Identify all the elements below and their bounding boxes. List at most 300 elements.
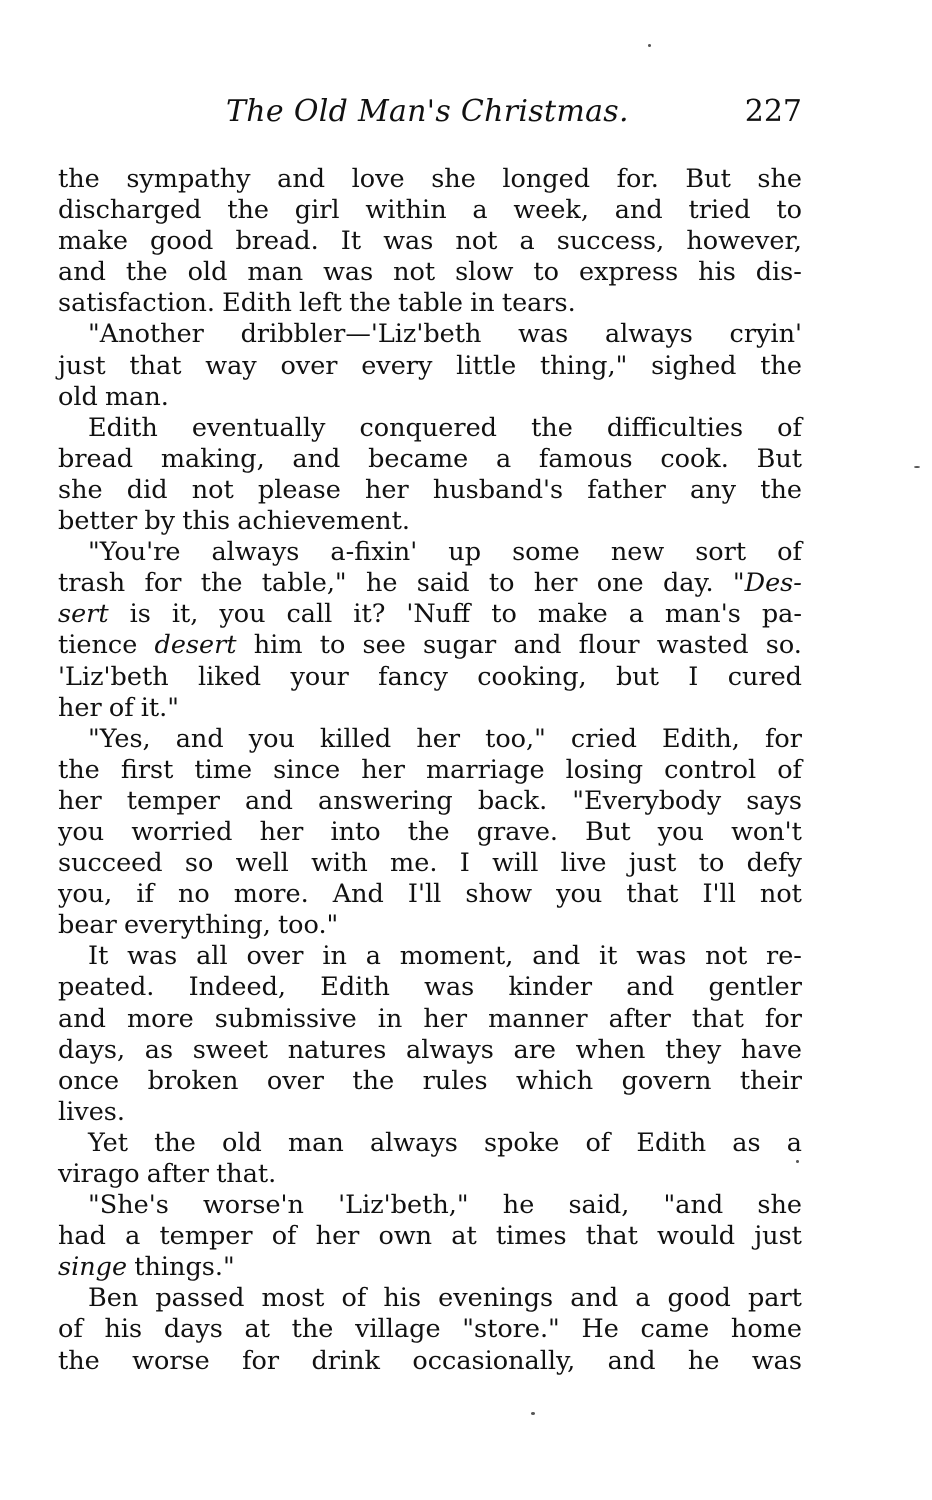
word: said [416,568,470,599]
word: good [150,226,214,257]
word: longed [502,164,591,194]
word: it [598,941,618,972]
word: since [273,754,341,785]
word: singe [58,1252,128,1283]
word: wasted [656,630,749,661]
word: 'Liz'beth," [338,1190,469,1221]
word: his [383,1283,422,1314]
word: But [685,164,731,194]
word: of [585,1127,611,1158]
word: trash [58,568,126,599]
word: famous [538,443,633,474]
word: sighed [651,350,737,381]
word: flour [578,630,640,661]
word: not [455,226,498,257]
word: him [253,630,303,661]
word: of [58,1314,83,1345]
word: a [786,1127,802,1158]
word: discharged [58,195,202,226]
word: make [58,226,128,257]
word: everything, [123,910,271,941]
text-line [58,755,802,786]
word: tience [58,630,138,661]
word: for. [616,164,659,194]
word: the [227,195,269,226]
scan-speck [531,1412,535,1415]
word: home [730,1314,802,1345]
word: she [757,164,802,194]
word: spoke [483,1127,560,1158]
word: he [687,1345,720,1376]
word: bread. [235,226,319,257]
word: and [532,941,581,972]
word: lives. [58,1096,125,1127]
word: so [184,848,214,879]
word: in [470,288,495,319]
word: Edith, [662,723,740,754]
word: sweet [192,1034,269,1065]
word: virago [58,1159,140,1189]
word: husband's [432,474,564,505]
word: however, [686,226,802,257]
word: was [383,226,434,257]
word: I'll [702,879,736,910]
word: succeed [58,848,163,879]
text-line [58,1128,802,1159]
word: of [777,754,802,785]
text-line [58,1004,802,1035]
word: a [495,443,512,474]
word: sort [695,537,747,568]
word: the [125,257,168,288]
word: the [760,474,802,505]
word: as [144,1034,174,1065]
text-line [58,1035,802,1066]
word: that [129,350,182,381]
word: cook. [660,443,729,474]
word: "Another [88,319,204,350]
word: pa- [761,599,802,630]
text-line [58,724,802,755]
word: Edith [636,1127,707,1158]
word: difficulties [606,412,744,443]
word: I [688,661,699,692]
word: rules [422,1065,488,1096]
text-line [58,941,802,972]
word: to [698,848,725,879]
word: over [266,1065,324,1096]
word: became [368,443,469,474]
word: which [516,1065,594,1096]
word: the [58,1345,100,1376]
text-line [58,662,802,693]
word: her [364,474,409,505]
word: losing [565,754,644,785]
word: after [146,1159,209,1189]
word: it, [171,599,199,630]
word: sugar [423,630,497,661]
word: fancy [378,661,448,692]
word: but [615,661,659,692]
word: by [144,506,176,537]
word: "You're [88,537,181,568]
word: that [585,1221,638,1252]
word: her [361,754,405,785]
word: are [513,1034,557,1065]
word: answering [318,785,453,816]
word: would [657,1221,736,1252]
word: over [246,941,304,972]
text-line [58,413,802,444]
word: so. [765,630,802,661]
word: village [355,1314,441,1345]
word: better [58,506,138,537]
word: was [424,972,475,1003]
word: old [187,257,228,288]
word: And [332,879,384,910]
word: you [657,816,704,847]
word: please [257,474,341,505]
word: I [459,848,470,879]
word: show [465,879,533,910]
word: left [299,288,342,319]
scan-speck [648,44,651,47]
text-line [58,568,802,599]
word: man. [104,381,169,412]
word: more. [233,879,309,910]
word: Edith [88,412,158,443]
word: her [423,1003,468,1034]
word: thing," [539,350,628,381]
word: defy [746,848,802,879]
word: and [607,1345,656,1376]
word: most [261,1283,325,1314]
word: own [378,1221,433,1252]
text-line [58,164,802,195]
text-line [58,817,802,848]
scan-speck [796,1160,799,1163]
word: her [533,568,578,599]
word: and [277,164,326,194]
word: to [533,257,560,288]
word: for [144,568,182,599]
word: and [626,972,675,1003]
word: new [610,537,665,568]
word: her [259,816,304,847]
word: the [58,754,100,785]
word: over [280,350,338,381]
word: cryin' [729,319,802,350]
word: your [290,661,349,692]
word: 'Liz'beth [58,661,169,692]
word: that [691,1003,744,1034]
word: this [182,506,231,537]
word: cried [570,723,637,754]
word: cured [727,661,802,692]
word: as [732,1127,761,1158]
word: passed [155,1283,245,1314]
word: first [120,754,174,785]
word: the [349,288,391,319]
word: won't [731,816,802,847]
text-line [58,226,802,257]
word: dribbler—'Liz'beth [240,319,482,350]
word: they [665,1034,722,1065]
word: moment, [399,941,514,972]
word: had [58,1221,106,1252]
text-line [58,257,802,288]
word: week, [513,195,589,226]
word: and [570,1283,619,1314]
word: 'Nuff [406,599,471,630]
word: was [636,941,687,972]
word: she [431,164,476,194]
word: Edith [222,288,292,319]
word: dis- [755,257,802,288]
word: bread [58,443,134,474]
word: not [191,474,234,505]
word: will [492,848,539,879]
word: a [519,226,535,257]
word: way [205,350,257,381]
word: control [664,754,757,785]
word: too," [485,723,546,754]
word: good [667,1283,731,1314]
word: his [104,1314,143,1345]
word: "store." [462,1314,560,1345]
word: man [247,257,304,288]
text-line [58,879,802,910]
word: tears. [501,288,576,319]
word: man [288,1127,344,1158]
word: the [291,1314,334,1345]
word: of [271,1221,297,1252]
word: within [365,195,447,226]
word: of [341,1283,367,1314]
word: making, [160,443,265,474]
text-line [58,1066,802,1097]
text-line [58,910,802,941]
word: not [393,257,436,288]
word: the [58,164,100,194]
word: the [154,1127,196,1158]
word: her [58,692,102,723]
word: for [242,1345,280,1376]
word: the [352,1065,395,1096]
word: you [219,599,266,630]
word: But [756,443,802,474]
word: tried [688,195,751,226]
word: some [512,537,580,568]
page-number: 227 [744,94,802,129]
word: little [456,350,517,381]
word: gentler [708,972,802,1003]
word: evenings [438,1283,554,1314]
word: you [556,879,603,910]
word: the [531,412,573,443]
text-line [58,537,802,568]
word: to [488,568,515,599]
text-line [58,382,802,413]
word: said, [568,1190,630,1221]
word: Edith [320,972,390,1003]
word: father [587,474,666,505]
word: occasionally, [412,1345,576,1376]
word: just [754,1221,802,1252]
word: always [211,537,300,568]
text-line [58,506,802,537]
word: desert [154,630,237,661]
body-text [58,164,802,1377]
word: came [640,1314,710,1345]
word: eventually [191,412,326,443]
word: and [175,723,224,754]
word: and [245,785,293,816]
word: girl [294,195,340,226]
word: "Des- [732,568,802,599]
word: manner [488,1003,588,1034]
word: of [108,692,134,723]
word: time [194,754,253,785]
word: he [502,1190,535,1221]
word: natures [287,1034,387,1065]
word: did [126,474,168,505]
text-line [58,693,802,724]
word: sert [58,599,109,630]
word: me. [390,848,438,879]
word: slow [455,257,514,288]
word: if [136,879,154,910]
word: achievement. [237,506,410,537]
word: her [58,785,102,816]
text-line [58,444,802,475]
word: to [491,599,517,630]
word: But [585,816,631,847]
word: when [575,1034,646,1065]
word: of [777,537,802,568]
word: temper [159,1221,253,1252]
word: is [129,599,151,630]
word: was [127,941,178,972]
word: re- [766,941,802,972]
running-title: The Old Man's Christmas. [226,94,629,129]
word: table," [261,568,347,599]
text-line [58,786,802,817]
word: of [777,412,802,443]
text-line [58,195,802,226]
word: with [311,848,368,879]
word: a [125,1221,141,1252]
word: and [513,630,562,661]
word: to [319,630,346,661]
word: into [330,816,381,847]
word: marriage [426,754,545,785]
word: once [58,1065,120,1096]
text-line [58,1097,802,1128]
word: it." [140,692,180,723]
word: to [776,195,802,226]
word: always [369,1127,458,1158]
word: a [472,195,488,226]
word: "Everybody [572,785,722,816]
word: sympathy [126,164,251,194]
word: man's [664,599,741,630]
word: always [406,1034,494,1065]
text-line [58,288,802,319]
word: broken [147,1065,239,1096]
word: old [58,381,98,412]
word: always [604,319,693,350]
word: he [365,568,398,599]
word: peated. [58,972,155,1003]
text-line [58,1314,802,1345]
running-header [58,94,802,134]
word: part [747,1283,802,1314]
word: "and [663,1190,724,1221]
word: and [614,195,663,226]
word: He [581,1314,619,1345]
word: says [746,785,802,816]
word: any [690,474,737,505]
word: that [626,879,679,910]
word: up [448,537,482,568]
word: It [88,941,109,972]
text-line [58,1221,802,1252]
word: a [635,1283,651,1314]
text-line [58,1190,802,1221]
word: Indeed, [188,972,287,1003]
word: worse [132,1345,210,1376]
word: you [58,816,105,847]
word: worried [131,816,233,847]
word: a-fixin' [330,537,418,568]
word: kinder [508,972,593,1003]
word: bear [58,910,117,941]
word: make [537,599,608,630]
word: back. [477,785,548,816]
word: killed [319,723,392,754]
text-line [58,1252,802,1283]
word: was [518,319,569,350]
word: at [244,1314,270,1345]
word: table [397,288,463,319]
word: well [235,848,289,879]
text-line [58,319,802,350]
word: not [705,941,748,972]
word: too." [277,910,339,941]
word: for [764,723,802,754]
word: cooking, [477,661,587,692]
word: every [361,350,433,381]
word: and [292,443,341,474]
word: submissive [214,1003,357,1034]
word: a [365,941,381,972]
word: "She's [88,1190,169,1221]
text-line [58,475,802,506]
scan-speck [914,466,920,468]
word: success, [556,226,665,257]
word: "Yes, [88,723,151,754]
word: she [58,474,103,505]
word: for [764,1003,802,1034]
word: love [351,164,405,194]
word: their [739,1065,802,1096]
text-line [58,1283,802,1314]
word: in [377,1003,403,1034]
word: the [407,816,450,847]
text-line [58,1346,802,1377]
word: just [58,350,106,381]
